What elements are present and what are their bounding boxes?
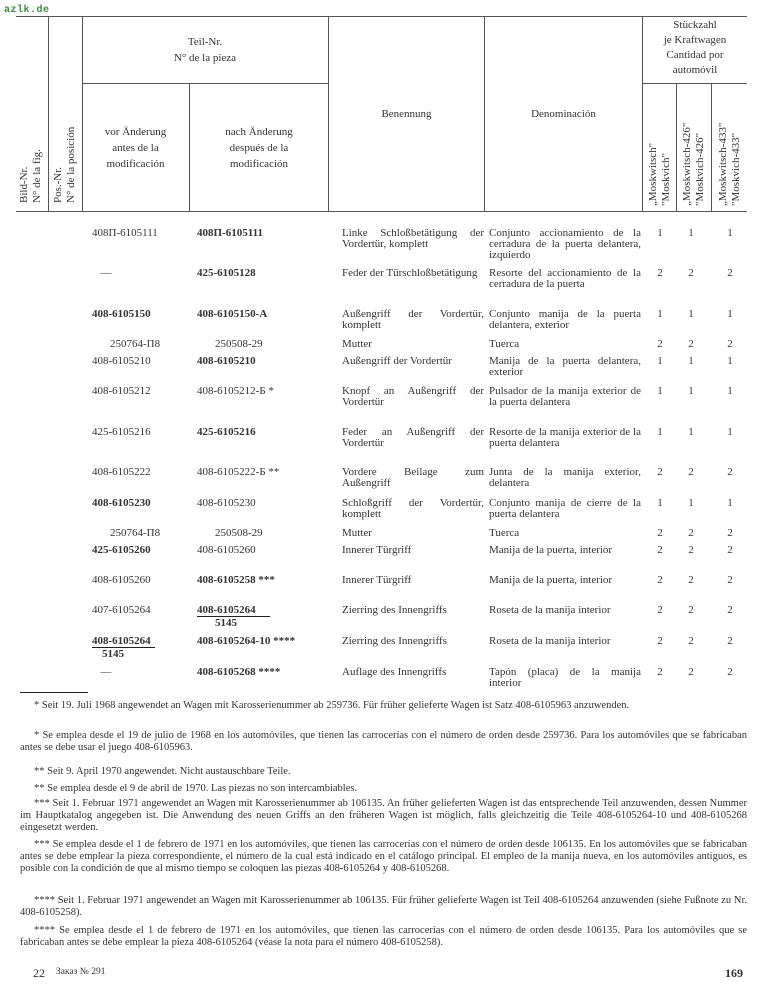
- header-top-line: [16, 16, 747, 17]
- name-german: Innerer Türgriff: [342, 544, 412, 556]
- part-before-change: 407-6105264: [92, 604, 151, 616]
- page-number: 169: [725, 966, 743, 980]
- qty-moskvich-433: 2: [727, 338, 733, 350]
- header-name-german: Benennung: [381, 108, 432, 120]
- part-before-change: 425-6105216: [92, 426, 151, 438]
- name-german: Außengriff der Vordertür, komplett: [342, 308, 484, 331]
- part-before-change: 408-6105150: [92, 308, 151, 320]
- footnote-separator: [20, 692, 88, 693]
- header-model-moskvich-433: „Moskwitsch-433" "Moskvich-433": [717, 122, 742, 206]
- part-before-change: 408-6105230: [92, 497, 151, 509]
- header-bottom-line: [16, 211, 747, 212]
- qty-moskvich: 1: [657, 227, 663, 239]
- qty-moskvich-426: 1: [688, 355, 694, 367]
- qty-moskvich-426: 2: [688, 544, 694, 556]
- qty-moskvich-433: 2: [727, 574, 733, 586]
- qty-moskvich-426: 2: [688, 574, 694, 586]
- part-after-change: 250508-29: [215, 338, 263, 350]
- qty-moskvich-433: 2: [727, 466, 733, 478]
- part-after-change: 408-6105230: [197, 497, 256, 509]
- name-german: Feder an Außengriff der Vordertür: [342, 426, 484, 449]
- name-spanish: Tapón (placa) de la manija interior: [489, 666, 641, 689]
- qty-moskvich-426: 2: [688, 635, 694, 647]
- qty-moskvich: 2: [657, 574, 663, 586]
- name-spanish: Tuerca: [489, 338, 520, 350]
- qty-moskvich: 2: [657, 338, 663, 350]
- part-after-change: 408-6105264: [197, 605, 270, 617]
- qty-moskvich: 2: [657, 527, 663, 539]
- qty-moskvich: 1: [657, 385, 663, 397]
- col-sep-7: [676, 84, 677, 212]
- name-german: Knopf an Außengriff der Vordertür: [342, 385, 484, 408]
- name-spanish: Roseta de la manija interior: [489, 635, 611, 647]
- header-position-number: Pos.-Nr. N° de la posición: [52, 126, 77, 203]
- footnote: ** Seit 9. April 1970 angewendet. Nicht austauschbare Teile.: [34, 766, 291, 777]
- footnote: * Seit 19. Juli 1968 angewendet an Wagen mit Karosserienummer ab 259736. Für früher gelieferte Wagen ist Satz 408-6105963 anzuwenden.: [34, 700, 630, 711]
- qty-moskvich-433: 1: [727, 227, 733, 239]
- qty-moskvich-433: 2: [727, 604, 733, 616]
- qty-moskvich: 1: [657, 308, 663, 320]
- qty-moskvich-426: 2: [688, 338, 694, 350]
- name-german: Schloßgriff der Vordertür, komplett: [342, 497, 484, 520]
- part-before-change: 408-6105260: [92, 574, 151, 586]
- qty-moskvich-433: 1: [727, 308, 733, 320]
- qty-moskvich-433: 2: [727, 666, 733, 678]
- qty-moskvich-426: 2: [688, 466, 694, 478]
- qty-moskvich: 2: [657, 635, 663, 647]
- part-before-change: 425-6105260: [92, 544, 151, 556]
- name-german: Vordere Beilage zum Außengriff: [342, 466, 484, 489]
- name-spanish: Manija de la puerta delantera, exterior: [489, 355, 641, 378]
- part-after-change-sub: 5145: [215, 617, 237, 629]
- part-after-change: 408-6105210: [197, 355, 256, 367]
- qty-moskvich-426: 2: [688, 604, 694, 616]
- name-spanish: Tuerca: [489, 527, 520, 539]
- header-model-moskvich: „Moskwitsch" "Moskvich": [647, 142, 672, 206]
- qty-moskvich-426: 1: [688, 308, 694, 320]
- footnote: ** Se emplea desde el 9 de abril de 1970. Las piezas no son intercambiables.: [34, 783, 358, 794]
- page-left-number: 22: [33, 966, 45, 980]
- header-model-moskvich-426: „Moskwitsch-426" "Moskvich-426": [681, 122, 706, 206]
- name-german: Auflage des Innengriffs: [342, 666, 447, 678]
- qty-moskvich: 1: [657, 497, 663, 509]
- part-after-change: 425-6105216: [197, 426, 256, 438]
- header-before-change: vor Änderung antes de la modificación: [104, 126, 167, 170]
- qty-moskvich-426: 2: [688, 527, 694, 539]
- part-after-change: 408-6105260: [197, 544, 256, 556]
- qty-moskvich: 2: [657, 267, 663, 279]
- qty-moskvich-433: 1: [727, 385, 733, 397]
- header-quantity: Stückzahl je Kraftwagen Cantidad por automóvil: [663, 19, 727, 76]
- name-spanish: Pulsador de la manija exterior de la puerta delantera: [489, 385, 641, 408]
- part-before-change: —: [100, 267, 112, 279]
- part-number-divider: [82, 83, 328, 84]
- name-spanish: Resorte de la manija exterior de la puerta delantera: [489, 426, 641, 449]
- header-figure-number: Bild-Nr. N° de la fig.: [18, 149, 43, 203]
- qty-moskvich-433: 2: [727, 527, 733, 539]
- header-name-spanish: Denominación: [531, 108, 596, 120]
- name-german: Innerer Türgriff: [342, 574, 412, 586]
- part-after-change: 408-6105222-Б **: [197, 466, 280, 478]
- name-german: Außengriff der Vordertür: [342, 355, 452, 367]
- part-after-change: 408-6105258 ***: [197, 574, 275, 586]
- qty-moskvich-426: 1: [688, 227, 694, 239]
- watermark-logo: azlk.de: [4, 5, 50, 16]
- footnote: *** Seit 1. Februar 1971 angewendet an Wagen mit Karosserienummer ab 106135. An früher gelieferten Wagen ist das entsprechende Teil anzuwenden, dessen Nummer im Hauptkatalog angegeben ist. Die Anwendung des neuen Griffs an den früheren Wagen ist möglich, falls gleichzeitig die Teile 408-6105264-10 und 408-6105268 eingesetzt werden.: [20, 798, 747, 833]
- qty-moskvich-433: 2: [727, 635, 733, 647]
- name-spanish: Manija de la puerta, interior: [489, 574, 613, 586]
- name-german: Zierring des Innengriffs: [342, 635, 447, 647]
- name-spanish: Conjunto manija de cierre de la puerta delantera: [489, 497, 641, 520]
- name-spanish: Junta de la manija exterior, delantera: [489, 466, 641, 489]
- qty-moskvich: 2: [657, 604, 663, 616]
- name-spanish: Conjunto manija de la puerta delantera, exterior: [489, 308, 641, 331]
- part-after-change: 408П-6105111: [197, 227, 264, 239]
- qty-moskvich-426: 1: [688, 497, 694, 509]
- name-spanish: Conjunto accionamiento de la cerradura de la puerta delantera, izquierdo: [489, 227, 641, 261]
- name-german: Feder der Türschloßbetätigung: [342, 267, 478, 279]
- qty-moskvich-433: 2: [727, 544, 733, 556]
- name-spanish: Manija de la puerta, interior: [489, 544, 613, 556]
- qty-moskvich-433: 1: [727, 497, 733, 509]
- qty-moskvich-433: 1: [727, 355, 733, 367]
- col-sep-1: [48, 16, 49, 212]
- footnote: * Se emplea desde el 19 de julio de 1968 en los automóviles, que tienen las carrocerías con el número de orden desde 259736. Para los automóviles que se fabricaban antes se debe usar el juego 408-6105963.: [20, 730, 747, 753]
- header-part-number: Teil-Nr. N° de la pieza: [173, 36, 237, 64]
- part-before-change: —: [100, 666, 112, 678]
- name-spanish: Resorte del accionamiento de la cerradura de la puerta: [489, 267, 641, 290]
- part-after-change: 425-6105128: [197, 267, 256, 279]
- part-after-change: 250508-29: [215, 527, 263, 539]
- qty-moskvich-426: 2: [688, 267, 694, 279]
- part-before-change-sub: 5145: [102, 648, 124, 660]
- footnote: **** Seit 1. Februar 1971 angewendet an Wagen mit Karosserienummer ab 106135. Für früher gelieferte Wagen ist Teil 408-6105264 anzuwenden (siehe Fußnote zu Nr. 408-6105258).: [20, 895, 747, 918]
- col-sep-8: [711, 84, 712, 212]
- qty-moskvich: 2: [657, 544, 663, 556]
- print-order-number: Заказ № 291: [56, 967, 106, 977]
- quantity-divider: [642, 83, 747, 84]
- qty-moskvich-426: 1: [688, 426, 694, 438]
- part-before-change: 250764-П8: [110, 338, 161, 350]
- part-before-change: 408-6105210: [92, 355, 151, 367]
- part-after-change: 408-6105212-Б *: [197, 385, 274, 397]
- footnote: *** Se emplea desde el 1 de febrero de 1971 en los automóviles, que tienen las carrocerías con el número de orden desde 106135. En los automóviles que se fabricaban antes se debe emplear la pieza correspondiente, el número de la cual está indicado en el catálogo principal. El empleo de la manija nueva, en los automóviles antiguos, es posible con la condición de que al mismo tiempo se coloquen las piezas 408-6105264 y 408-6105268.: [20, 839, 747, 874]
- name-german: Mutter: [342, 527, 372, 539]
- name-spanish: Roseta de la manija interior: [489, 604, 611, 616]
- qty-moskvich: 1: [657, 355, 663, 367]
- header-after-change: nach Änderung después de la modificación: [225, 126, 293, 170]
- qty-moskvich-433: 2: [727, 267, 733, 279]
- qty-moskvich: 2: [657, 466, 663, 478]
- part-before-change: 408-6105264: [92, 636, 155, 648]
- qty-moskvich-426: 1: [688, 385, 694, 397]
- part-after-change: 408-6105264-10 ****: [197, 635, 296, 647]
- name-german: Linke Schloßbetätigung der Vordertür, komplett: [342, 227, 484, 250]
- name-german: Zierring des Innengriffs: [342, 604, 447, 616]
- part-before-change: 408-6105222: [92, 466, 151, 478]
- qty-moskvich-426: 2: [688, 666, 694, 678]
- part-after-change: 408-6105150-А: [197, 308, 268, 320]
- name-german: Mutter: [342, 338, 372, 350]
- part-before-change: 250764-П8: [110, 527, 161, 539]
- part-after-change: 408-6105268 ****: [197, 666, 281, 678]
- qty-moskvich: 1: [657, 426, 663, 438]
- part-before-change: 408-6105212: [92, 385, 151, 397]
- part-before-change: 408П-6105111: [92, 227, 158, 239]
- qty-moskvich-433: 1: [727, 426, 733, 438]
- footnote: **** Se emplea desde el 1 de febrero de 1971 en los automóviles, que tienen las carrocerías con el número de orden desde 106135. Para los automóviles que se fabricaban antes se debe emplear la pieza 408-6105264 (véase la nota para el número 408-6105258).: [20, 925, 747, 948]
- qty-moskvich: 2: [657, 666, 663, 678]
